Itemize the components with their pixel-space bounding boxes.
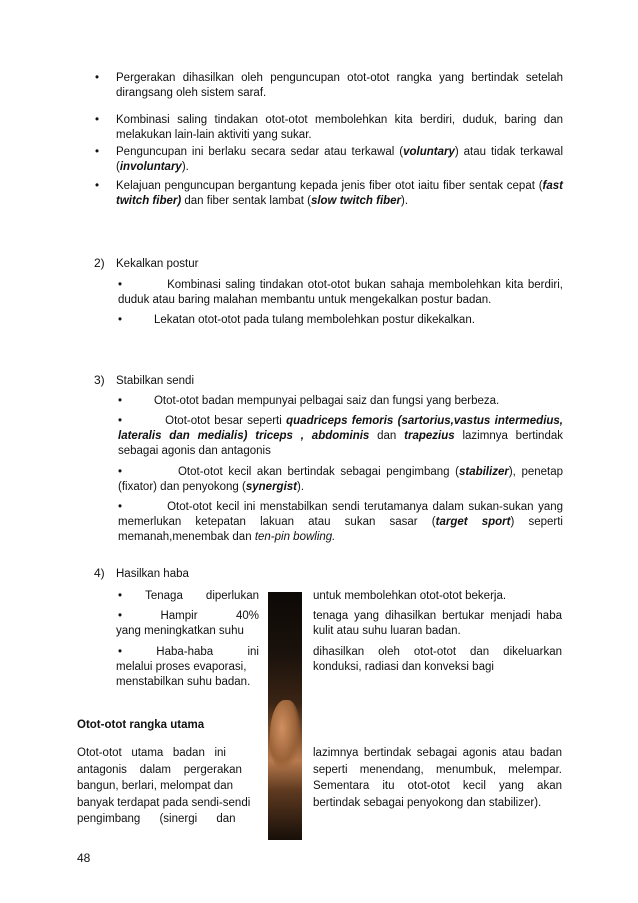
heat-right-2: tenaga yang dihasilkan bertukar menjadi haba kulit atau suhu luaran badan. xyxy=(313,610,562,637)
bullet-dot: • xyxy=(95,114,100,126)
heat-left-3: • Haba-haba ini xyxy=(118,646,259,658)
bullet-dot: • xyxy=(118,279,123,291)
bullet-speed: Kelajuan penguncupan bergantung kepada jenis fiber otot iaitu fiber sentak cepat (fast twitch fiber) dan fiber sentak lambat (slow twitch fiber). xyxy=(116,180,563,207)
bullet-dot: • xyxy=(95,146,100,158)
bullet-contraction: Penguncupan ini berlaku secara sedar atau terkawal (voluntary) atau tidak terkawal (involuntary). xyxy=(116,146,563,173)
heat-left-2: • Hampir 40% xyxy=(118,610,259,622)
bullet-combination: Kombinasi saling tindakan otot-otot membolehkan kita berdiri, duduk, baring dan melakukan lain-lain aktiviti yang sukar. xyxy=(116,114,563,141)
bullet-movement: Pergerakan dihasilkan oleh penguncupan otot-otot rangka yang bertindak setelah dirangsang oleh sistem saraf. xyxy=(116,72,563,99)
joint-bullet-4: • Otot-otot kecil ini menstabilkan sendi terutamanya dalam sukan-sukan yang memerlukan ketepatan lakuan atau sukan sasar (target sport) seperti memanah,menembak dan ten-pin bowling. xyxy=(118,501,564,543)
muscle-photo xyxy=(268,592,302,840)
joint-bullet-3: • Otot-otot kecil akan bertindak sebagai pengimbang (stabilizer), penetap (fixator) dan penyokong (synergist). xyxy=(118,466,564,493)
bottom-left-text: Otot-otot utama badan ini antagonis dalam pergerakan bangun, berlari, melompat dan banyak terdapat pada sendi-sendi pengimbang (sinergi dan xyxy=(77,747,251,825)
joint-bullet-1: • Otot-otot badan mempunyai pelbagai saiz dan fungsi yang berbeza. xyxy=(118,395,500,407)
heat-right-3: dihasilkan oleh otot-otot dan dikeluarkan konduksi, radiasi dan konveksi bagi xyxy=(313,646,562,673)
heat-left-3c: menstabilkan suhu badan. xyxy=(116,676,251,688)
heading-main-muscles: Otot-otot rangka utama xyxy=(77,719,205,731)
bullet-dot: • xyxy=(95,72,100,84)
section-title: Kekalkan postur xyxy=(116,258,199,270)
joint-bullet-2: • Otot-otot besar seperti quadriceps femoris (sartorius,vastus intermedius, lateralis dan medialis) triceps , abdominis dan trapezius lazimnya bertindak sebagai agonis dan antagonis xyxy=(118,415,564,457)
section-number: 2) xyxy=(94,256,105,270)
section-title: Hasilkan haba xyxy=(116,568,189,580)
section-number: 3) xyxy=(94,373,105,387)
section-number: 4) xyxy=(94,566,105,580)
bullet-dot: • xyxy=(95,180,100,192)
heat-right-1: untuk membolehkan otot-otot bekerja. xyxy=(313,590,507,602)
bullet-dot: • xyxy=(118,415,123,427)
heat-left-1: • Tenaga diperlukan xyxy=(118,590,259,602)
bullet-dot: • xyxy=(118,395,123,407)
heat-left-2b: yang meningkatkan suhu xyxy=(116,625,244,637)
bullet-dot: • xyxy=(118,466,123,478)
bullet-dot: • xyxy=(118,314,123,326)
posture-bullet-2: • Lekatan otot-otot pada tulang membolehkan postur dikekalkan. xyxy=(118,314,475,326)
section-title: Stabilkan sendi xyxy=(116,375,194,387)
heat-left-3b: melalui proses evaporasi, xyxy=(116,661,247,673)
bottom-right-text: lazimnya bertindak sebagai agonis atau badan seperti menendang, menumbuk, melempar. Sementara itu otot-otot kecil yang akan bertindak sebagai penyokong dan stabilizer). xyxy=(313,747,562,809)
page-number: 48 xyxy=(77,851,91,865)
bullet-dot: • xyxy=(118,501,123,513)
posture-bullet-1: • Kombinasi saling tindakan otot-otot bukan sahaja membolehkan kita berdiri, duduk atau baring malahan membantu untuk mengekalkan postur badan. xyxy=(118,279,563,306)
